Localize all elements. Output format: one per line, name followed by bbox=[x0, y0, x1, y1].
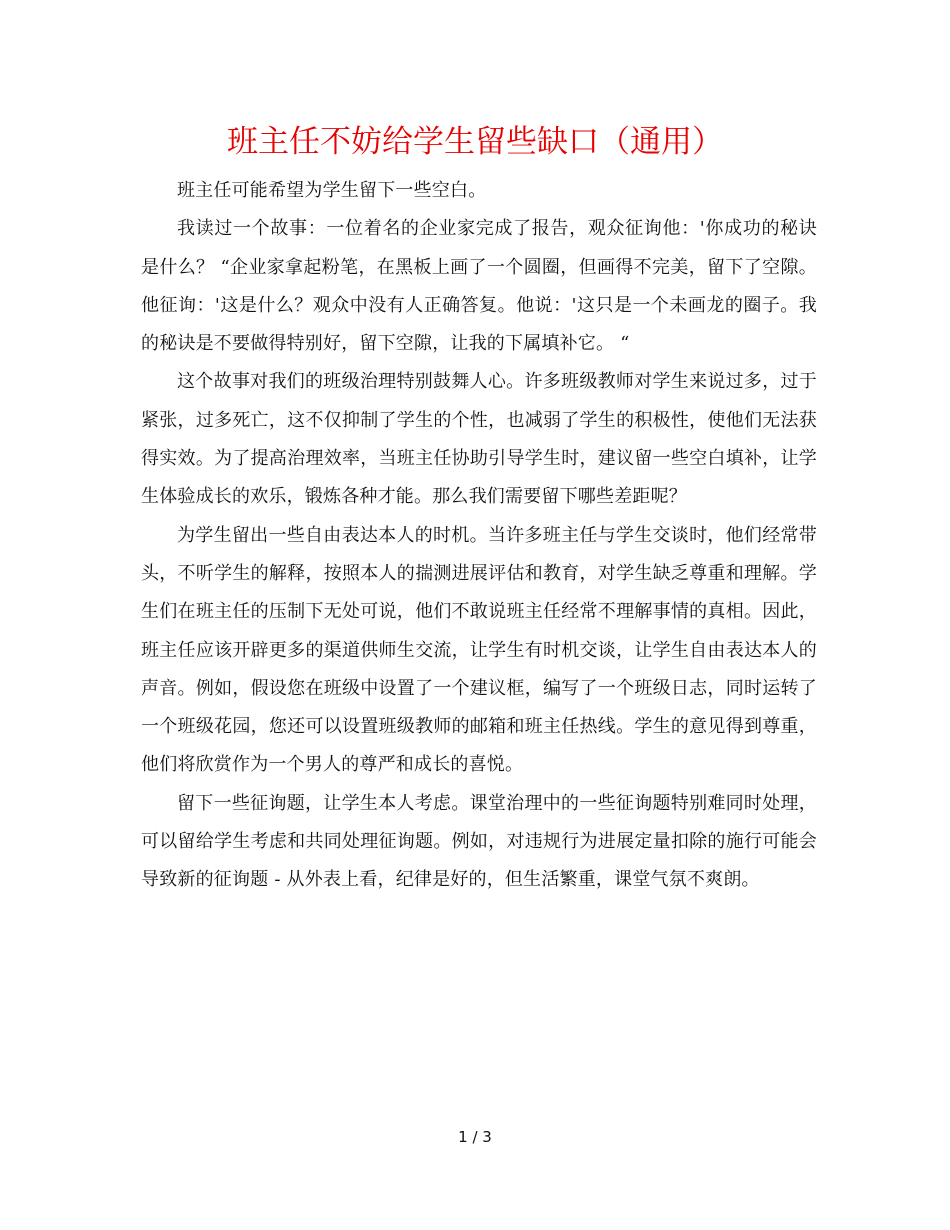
paragraph: 我读过一个故事：一位着名的企业家完成了报告，观众征询他：'你成功的秘诀是什么？ “企业家拿起粉笔，在黑板上画了一个圆圈，但画得不完美，留下了空隙。他征询：'这是什么？观众中没有人正确答复。他说：'这只是一个未画龙的圈子。我的秘诀是不要做得特别好，留下空隙，让我的下属填补它。 “ bbox=[141, 218, 817, 355]
paragraph: 为学生留出一些自由表达本人的时机。当许多班主任与学生交谈时，他们经常带头，不听学生的解释，按照本人的揣测进展评估和教育，对学生缺乏尊重和理解。学生们在班主任的压制下无处可说，他们不敢说班主任经常不理解事情的真相。因此，班主任应该开辟更多的渠道供师生交流，让学生有时机交谈，让学生自由表达本人的声音。例如，假设您在班级中设置了一个建议框，编写了一个班级日志，同时运转了一个班级花园，您还可以设置班级教师的邮箱和班主任热线。学生的意见得到尊重，他们将欣赏作为一个男人的尊严和成长的喜悦。 bbox=[141, 524, 817, 776]
paragraph: 这个故事对我们的班级治理特别鼓舞人心。许多班级教师对学生来说过多，过于紧张，过多死亡，这不仅抑制了学生的个性，也减弱了学生的积极性，使他们无法获得实效。为了提高治理效率，当班主任协助引导学生时，建议留一些空白填补，让学生体验成长的欢乐，锻炼各种才能。那么我们需要留下哪些差距呢？ bbox=[141, 371, 817, 508]
page-number: 1 / 3 bbox=[458, 1128, 492, 1146]
paragraph: 班主任可能希望为学生留下一些空白。 bbox=[177, 180, 487, 201]
document-title: 班主任不妨给学生留些缺口（通用） bbox=[227, 124, 723, 160]
paragraph: 留下一些征询题，让学生本人考虑。课堂治理中的一些征询题特别难同时处理，可以留给学生考虑和共同处理征询题。例如，对违规行为进展定量扣除的施行可能会导致新的征询题 - 从外表上看，纪律是好的，但生活繁重，课堂气氛不爽朗。 bbox=[141, 792, 817, 891]
document-body bbox=[141, 172, 817, 900]
